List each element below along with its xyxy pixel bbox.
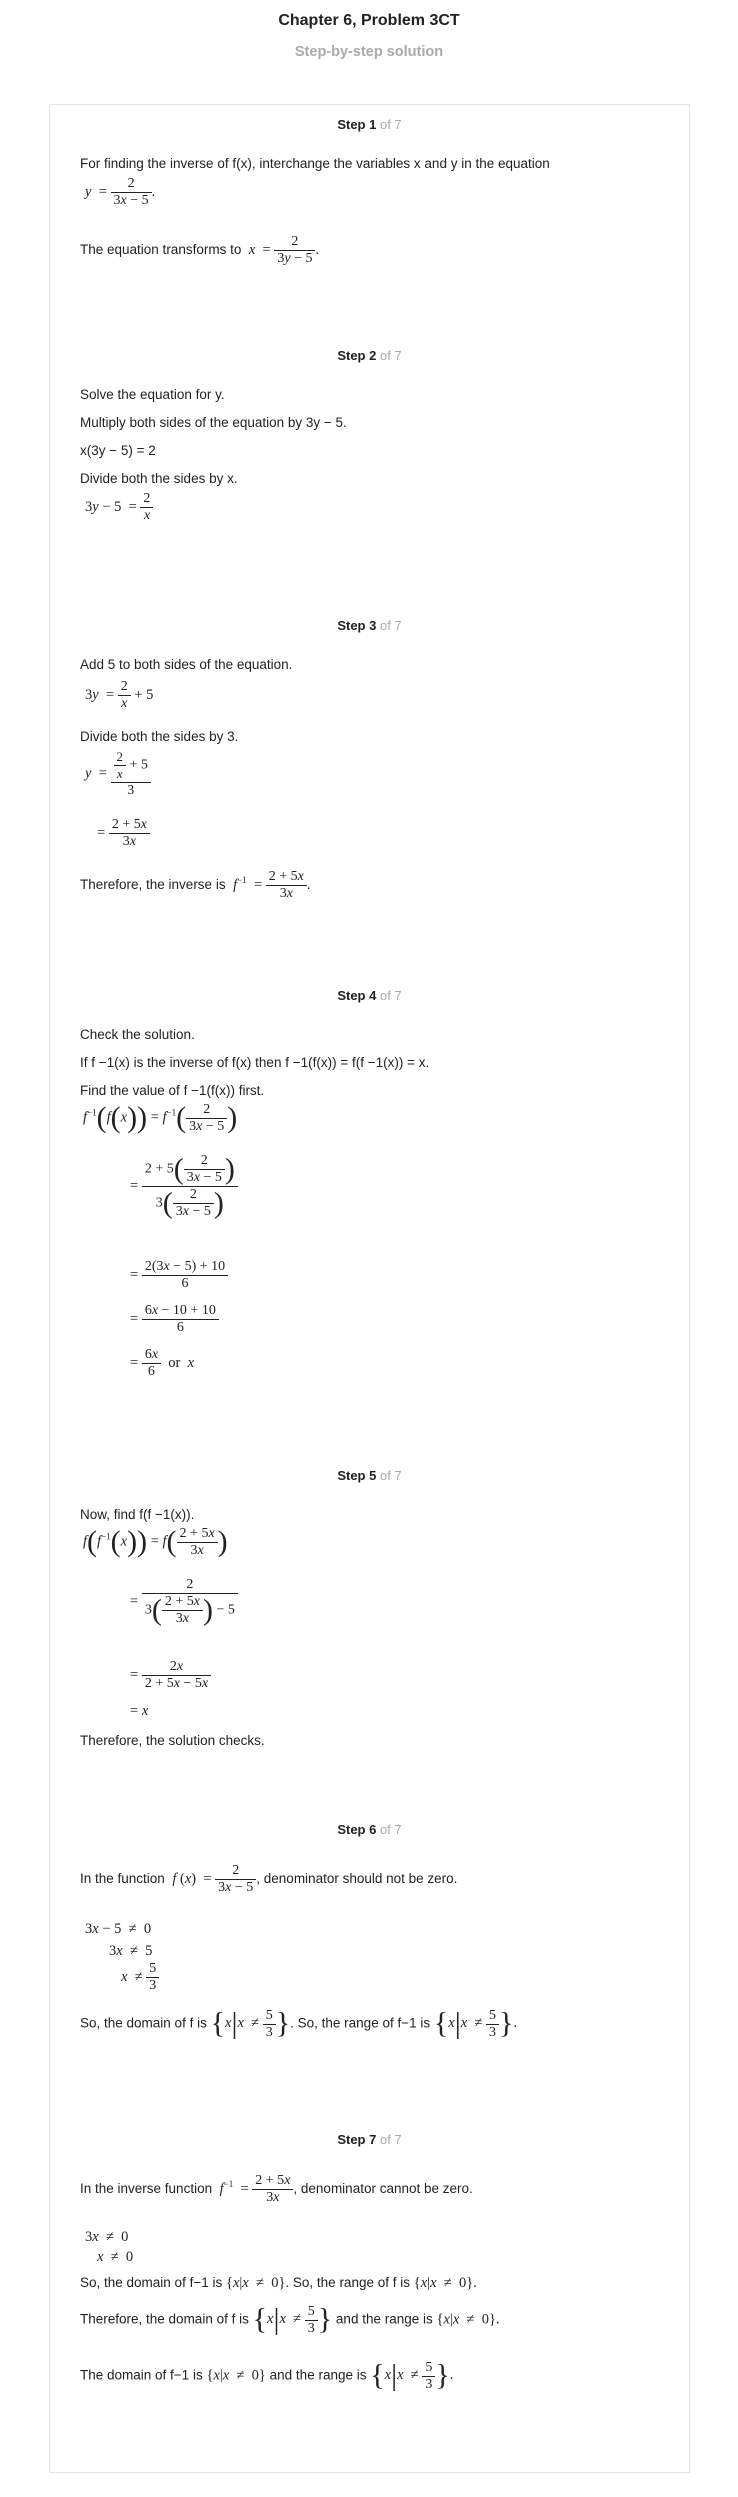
step-5-card bbox=[49, 1456, 690, 1811]
step-5-text-1: Now, find f(f −1(x)). bbox=[80, 1507, 195, 1522]
step-5-equation-2: = 2 3( $\frac{2 + 5x}{3x}$ ) − 5 bbox=[130, 1577, 238, 1627]
step-4-equation-3: = $\frac{2(3x - 5) + 10}{6}$ bbox=[130, 1259, 228, 1292]
step-5-heading: Step 5 of 7 bbox=[337, 1468, 402, 1483]
step-5-text-2: Therefore, the solution checks. bbox=[80, 1733, 265, 1748]
step-7-text-2: So, the domain of f−1 is {x|x ≠ 0}. So, the range of f is {x|x ≠ 0}. bbox=[80, 2275, 477, 2291]
step-4-equation-2: = 2 + 5( $\frac{2}{3x - 5}$ ) 3( $\frac{2}{3x - 5}$ ) bbox=[130, 1153, 238, 1220]
step-4-equation-1: $f^{-1}(f(x)) = f^{-1}$( $\frac{2}{3x - 5}$ ) bbox=[83, 1101, 238, 1134]
step-4-equation-5: = $\frac{6x}{6}$ or x bbox=[130, 1347, 195, 1379]
step-7-heading: Step 7 of 7 bbox=[337, 2132, 402, 2147]
step-6-equation-1: 3x − 5 ≠ 0 bbox=[85, 1921, 152, 1937]
step-2-heading: Step 2 of 7 bbox=[337, 348, 402, 363]
step-3-equation-1: 3y = $\frac{2}{x}$ + 5 bbox=[85, 679, 154, 711]
step-1-equation: y = $\frac{2}{3x - 5}$ . bbox=[85, 176, 156, 208]
step-6-text-2: So, the domain of f is {x|x ≠ $\frac{5}{3}$ }. So, the range of f−1 is {x|x ≠ $\frac{5}{3}$ }. bbox=[80, 2007, 518, 2040]
step-1-heading: Step 1 of 7 bbox=[337, 117, 402, 132]
step-7-text-4: The domain of f−1 is {x|x ≠ 0} and the range is {x|x ≠ $\frac{5}{3}$ }. bbox=[80, 2359, 454, 2392]
step-3-text-1: Add 5 to both sides of the equation. bbox=[80, 657, 293, 672]
step-5-equation-4: = x bbox=[130, 1703, 149, 1719]
step-1-card bbox=[49, 104, 690, 338]
step-4-equation-4: = $\frac{6x - 10 + 10}{6}$ bbox=[130, 1303, 219, 1336]
step-5-equation-1: $f(f^{-1}(x)) = f$( $\frac{2 + 5x}{3x}$ ) bbox=[83, 1525, 228, 1558]
step-4-heading: Step 4 of 7 bbox=[337, 988, 402, 1003]
step-4-text-2: If f −1(x) is the inverse of f(x) then f −1(f(x)) = f(f −1(x)) = x. bbox=[80, 1055, 430, 1070]
step-3-inverse: Therefore, the inverse is $f^{-1}$ = $\frac{2 + 5x}{3x}$ . bbox=[80, 869, 311, 901]
step-2-text-3: x(3y − 5) = 2 bbox=[80, 443, 156, 458]
step-6-heading: Step 6 of 7 bbox=[337, 1822, 402, 1837]
step-4-card bbox=[49, 976, 690, 1457]
step-7-card bbox=[49, 2120, 690, 2473]
step-1-transform: The equation transforms to x = $\frac{2}{3y - 5}$ . bbox=[80, 234, 320, 266]
step-6-equation-3: x ≠ $\frac{5}{3}$ bbox=[121, 1961, 159, 1994]
step-3-heading: Step 3 of 7 bbox=[337, 618, 402, 633]
step-3-card bbox=[49, 606, 690, 977]
step-6-text-1: In the function f (x) = $\frac{2}{3x - 5}$ , denominator should not be zero. bbox=[80, 1863, 458, 1895]
step-6-equation-2: 3x ≠ 5 bbox=[109, 1943, 153, 1959]
step-3-text-2: Divide both the sides by 3. bbox=[80, 729, 239, 744]
step-2-card bbox=[49, 336, 690, 607]
step-7-equation-2: x ≠ 0 bbox=[97, 2249, 134, 2265]
step-3-equation-3: = $\frac{2 + 5x}{3x}$ bbox=[97, 817, 150, 850]
step-7-equation-1: 3x ≠ 0 bbox=[85, 2229, 129, 2245]
step-2-equation: 3y − 5 = $\frac{2}{x}$ bbox=[85, 491, 153, 524]
step-6-card bbox=[49, 1810, 690, 2121]
step-3-equation-2: y = $\frac{2}{x}$ + 5 3 bbox=[85, 749, 151, 799]
step-1-text: For finding the inverse of f(x), interchange the variables x and y in the equation bbox=[80, 156, 550, 171]
step-2-text-2: Multiply both sides of the equation by 3y − 5. bbox=[80, 415, 347, 430]
step-2-text-4: Divide both the sides by x. bbox=[80, 471, 238, 486]
step-7-text-1: In the inverse function $f^{-1}$ = $\frac{2 + 5x}{3x}$ , denominator cannot be zero. bbox=[80, 2173, 473, 2205]
step-4-text-3: Find the value of f −1(f(x)) first. bbox=[80, 1083, 265, 1098]
step-4-text-1: Check the solution. bbox=[80, 1027, 195, 1042]
step-7-text-3: Therefore, the domain of f is {x|x ≠ $\frac{5}{3}$ } and the range is {x|x ≠ 0}. bbox=[80, 2303, 500, 2336]
page-title: Chapter 6, Problem 3CT bbox=[278, 12, 460, 29]
step-5-equation-3: = $\frac{2x}{2 + 5x - 5x}$ bbox=[130, 1659, 211, 1692]
step-2-text-1: Solve the equation for y. bbox=[80, 387, 225, 402]
page-subtitle: Step-by-step solution bbox=[294, 44, 444, 60]
